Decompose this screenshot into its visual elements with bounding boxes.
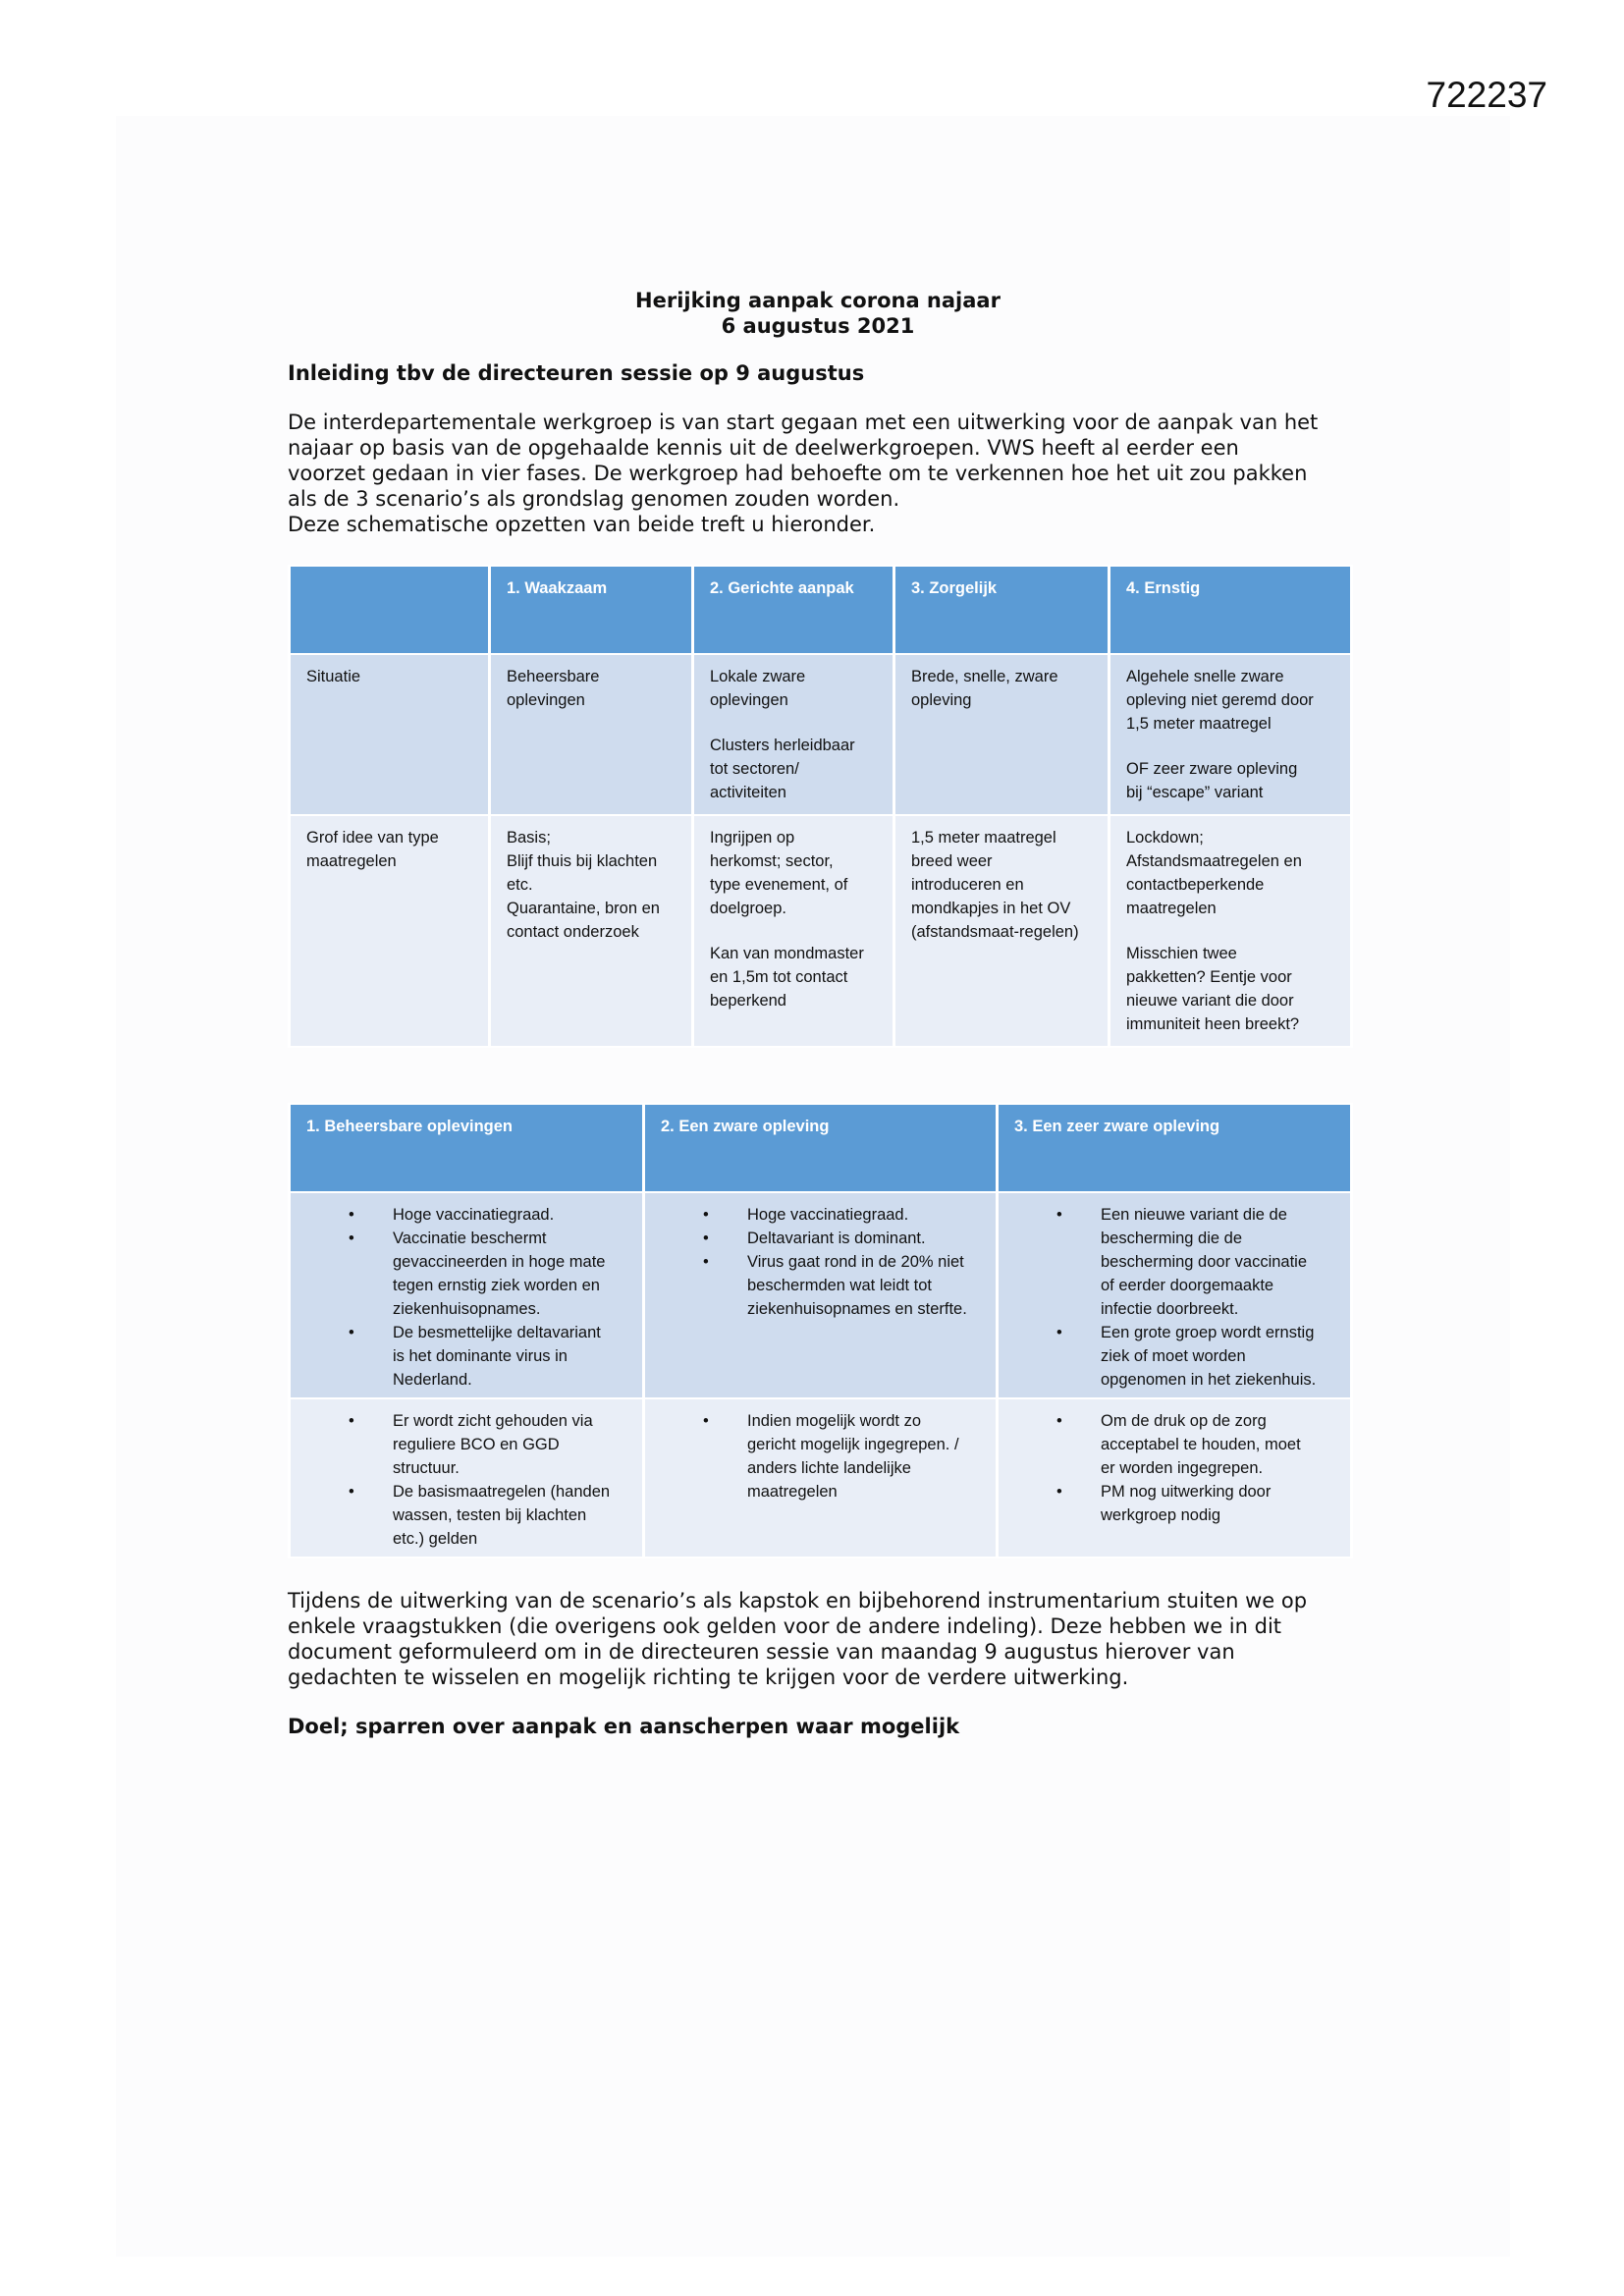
list-item: • Een nieuwe variant die de bescherming die de bescherming door vaccinatie of eerder doorgemaakte infectie doorbreekt.	[1010, 1203, 1338, 1321]
list-item: • Vaccinatie beschermt gevaccineerden in hoge mate tegen ernstig ziek worden en ziekenhuisopnames.	[302, 1227, 630, 1321]
table-cell: Lokale zware oplevingen Clusters herleidbaar tot sectoren/ activiteiten	[693, 654, 894, 815]
scenarios-header-row	[290, 1104, 1352, 1192]
table-cell: Lockdown; Afstandsmaatregelen en contactbeperkende maatregelen Misschien twee pakketten? Eentje voor nieuwe variant die door immuniteit heen breekt?	[1110, 815, 1352, 1047]
scenario-header-zware-opleving: 2. Een zware opleving	[644, 1104, 998, 1192]
table-cell	[644, 1398, 998, 1558]
phases-header-zorgelijk: 3. Zorgelijk	[894, 566, 1110, 654]
table-cell	[290, 1192, 644, 1398]
table-cell: Brede, snelle, zware opleving	[894, 654, 1110, 815]
document-number: 722237	[1426, 75, 1547, 115]
phases-header-empty	[290, 566, 490, 654]
phases-header-row	[290, 566, 1352, 654]
list-item: • Hoge vaccinatiegraad.	[657, 1203, 984, 1227]
scenario-header-beheersbaar: 1. Beheersbare oplevingen	[290, 1104, 644, 1192]
table-cell	[998, 1192, 1352, 1398]
table-cell	[998, 1398, 1352, 1558]
table-cell: Algehele snelle zware opleving niet geremd door 1,5 meter maatregel OF zeer zware opleving bij “escape” variant	[1110, 654, 1352, 815]
table-cell: Basis; Blijf thuis bij klachten etc. Quarantaine, bron en contact onderzoek	[490, 815, 693, 1047]
list-item: • Deltavariant is dominant.	[657, 1227, 984, 1250]
goal-statement: Doel; sparren over aanpak en aanscherpen waar mogelijk	[288, 1715, 960, 1738]
table-cell: Beheersbare oplevingen	[490, 654, 693, 815]
row-label: Grof idee van type maatregelen	[290, 815, 490, 1047]
phases-table	[288, 565, 1353, 1048]
phases-row-maatregelen	[290, 815, 1352, 1047]
list-item: • Virus gaat rond in de 20% niet beschermden wat leidt tot ziekenhuisopnames en sterfte.	[657, 1250, 984, 1321]
phases-row-situatie	[290, 654, 1352, 815]
scenarios-row-aanpak	[290, 1398, 1352, 1558]
list-item: • PM nog uitwerking door werkgroep nodig	[1010, 1480, 1338, 1527]
list-item: • Indien mogelijk wordt zo gericht mogelijk ingegrepen. / anders lichte landelijke maatregelen	[657, 1409, 984, 1503]
document-body	[288, 288, 1348, 1739]
intro-heading: Inleiding tbv de directeuren sessie op 9 augustus	[288, 361, 865, 385]
list-item: • De besmettelijke deltavariant is het dominante virus in Nederland.	[302, 1321, 630, 1392]
list-item: • Hoge vaccinatiegraad.	[302, 1203, 630, 1227]
table-cell: 1,5 meter maatregel breed weer introduceren en mondkapjes in het OV (afstandsmaat-regelen)	[894, 815, 1110, 1047]
document-date: 6 augustus 2021	[721, 314, 915, 338]
closing-paragraph: Tijdens de uitwerking van de scenario’s als kapstok en bijbehorend instrumentarium stuiten we op enkele vraagstukken (die overigens ook gelden voor de andere indeling). Deze hebben we in dit document geformuleerd om in de directeuren sessie van maandag 9 augustus hierover van gedachten te wisselen en mogelijk richting te krijgen voor de verdere uitwerking.	[288, 1589, 1308, 1689]
document-title: Herijking aanpak corona najaar 6 augustus 2021	[288, 288, 1348, 339]
table-cell	[290, 1398, 644, 1558]
phases-header-ernstig: 4. Ernstig	[1110, 566, 1352, 654]
table-cell: Ingrijpen op herkomst; sector, type evenement, of doelgroep. Kan van mondmaster en 1,5m tot contact beperkend	[693, 815, 894, 1047]
list-item: • De basismaatregelen (handen wassen, testen bij klachten etc.) gelden	[302, 1480, 630, 1551]
phases-header-gerichte-aanpak: 2. Gerichte aanpak	[693, 566, 894, 654]
intro-paragraph: De interdepartementale werkgroep is van start gegaan met een uitwerking voor de aanpak van het najaar op basis van de opgehaalde kennis uit de deelwerkgroepen. VWS heeft al eerder een voorzet gedaan in vier fases. De werkgroep had behoefte om te verkennen hoe het uit zou pakken als de 3 scenario’s als grondslag genomen zouden worden. Deze schematische opzetten van beide treft u hieronder.	[288, 410, 1319, 536]
row-label: Situatie	[290, 654, 490, 815]
list-item: • Er wordt zicht gehouden via reguliere BCO en GGD structuur.	[302, 1409, 630, 1480]
scenario-header-zeer-zware-opleving: 3. Een zeer zware opleving	[998, 1104, 1352, 1192]
phases-header-waakzaam: 1. Waakzaam	[490, 566, 693, 654]
scenarios-row-situatie	[290, 1192, 1352, 1398]
list-item: • Een grote groep wordt ernstig ziek of moet worden opgenomen in het ziekenhuis.	[1010, 1321, 1338, 1392]
table-cell	[644, 1192, 998, 1398]
scenarios-table	[288, 1103, 1353, 1558]
list-item: • Om de druk op de zorg acceptabel te houden, moet er worden ingegrepen.	[1010, 1409, 1338, 1480]
